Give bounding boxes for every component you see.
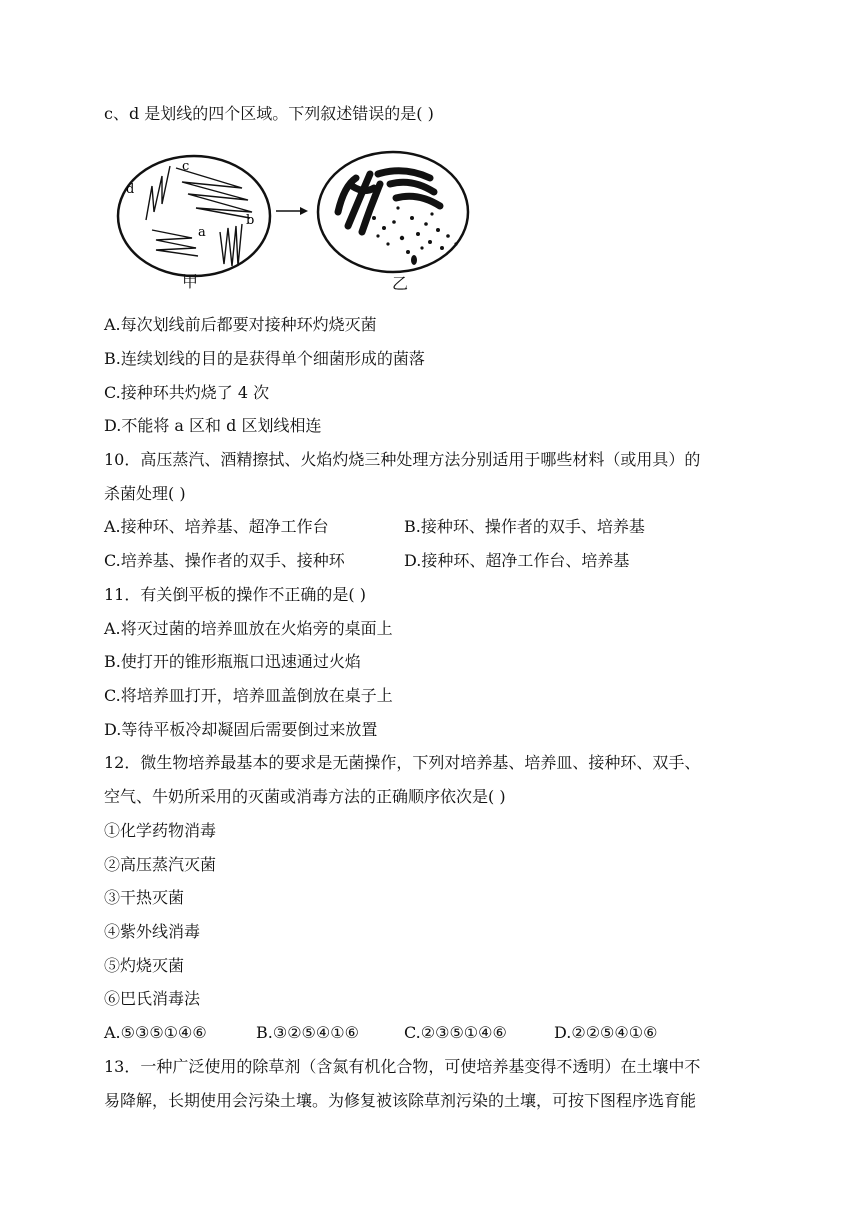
arrow-head-icon [300,207,308,215]
q12-method-4: ④紫外线消毒 [104,922,201,941]
q10-option-a: A.接种环、培养基、超净工作台 [104,517,329,536]
q9-option-d: D.不能将 a 区和 d 区划线相连 [104,416,322,435]
q12-option-c: C.②③⑤①④⑥ [404,1023,507,1042]
label-a: a [198,225,206,240]
streak-region-a [152,230,198,256]
q11-option-c: C.将培养皿打开，培养皿盖倒放在桌子上 [104,686,393,705]
streak-region-c [176,168,252,218]
streak-region-b [220,224,242,266]
question-10-stem-line1: 10．高压蒸汽、酒精擦拭、火焰灼烧三种处理方法分别适用于哪些材料（或用具）的 [104,450,701,469]
q12-method-6: ⑥巴氏消毒法 [104,989,201,1008]
streak-region-d [146,166,170,220]
q11-option-a: A.将灭过菌的培养皿放在火焰旁的桌面上 [104,619,393,638]
label-d: d [126,182,135,197]
caption-jia: 甲 [182,272,199,291]
q12-method-1: ①化学药物消毒 [104,821,217,840]
question-13-stem-line2: 易降解，长期使用会污染土壤。为修复被该除草剂污染的土壤，可按下图程序选育能 [104,1091,697,1110]
q11-option-d: D.等待平板冷却凝固后需要倒过来放置 [104,720,378,739]
question-13-stem-line1: 13．一种广泛使用的除草剂（含氮有机化合物，可使培养基变得不透明）在土壤中不 [104,1057,701,1076]
label-b: b [246,213,255,228]
streak-plate-diagram [112,148,472,298]
label-c: c [182,159,190,174]
q9-option-c: C.接种环共灼烧了 4 次 [104,383,270,402]
q9-option-b: B.连续划线的目的是获得单个细菌形成的菌落 [104,349,425,368]
question-12-stem-line2: 空气、牛奶所采用的灭菌或消毒方法的正确顺序依次是( ) [104,787,506,806]
question-11-stem: 11．有关倒平板的操作不正确的是( ) [104,585,366,604]
q12-option-b: B.③②⑤④①⑥ [256,1023,359,1042]
caption-yi: 乙 [392,274,409,293]
q9-option-a: A.每次划线前后都要对接种环灼烧灭菌 [104,315,377,334]
q12-option-d: D.②②⑤④①⑥ [554,1023,658,1042]
q11-option-b: B.使打开的锥形瓶瓶口迅速通过火焰 [104,652,361,671]
q12-method-2: ②高压蒸汽灭菌 [104,855,217,874]
streak-plate-figure [112,148,472,298]
q12-method-3: ③干热灭菌 [104,888,185,907]
q10-option-c: C.培养基、操作者的双手、接种环 [104,551,345,570]
question-10-stem-line2: 杀菌处理( ) [104,484,186,503]
question-9-stem-tail: c、d 是划线的四个区域。下列叙述错误的是( ) [104,104,434,123]
q12-method-5: ⑤灼烧灭菌 [104,956,185,975]
q10-option-d: D.接种环、超净工作台、培养基 [404,551,630,570]
question-12-stem-line1: 12．微生物培养最基本的要求是无菌操作，下列对培养基、培养皿、接种环、双手、 [104,753,701,772]
q10-option-b: B.接种环、操作者的双手、培养基 [404,517,645,536]
q12-option-a: A.⑤③⑤①④⑥ [104,1023,207,1042]
